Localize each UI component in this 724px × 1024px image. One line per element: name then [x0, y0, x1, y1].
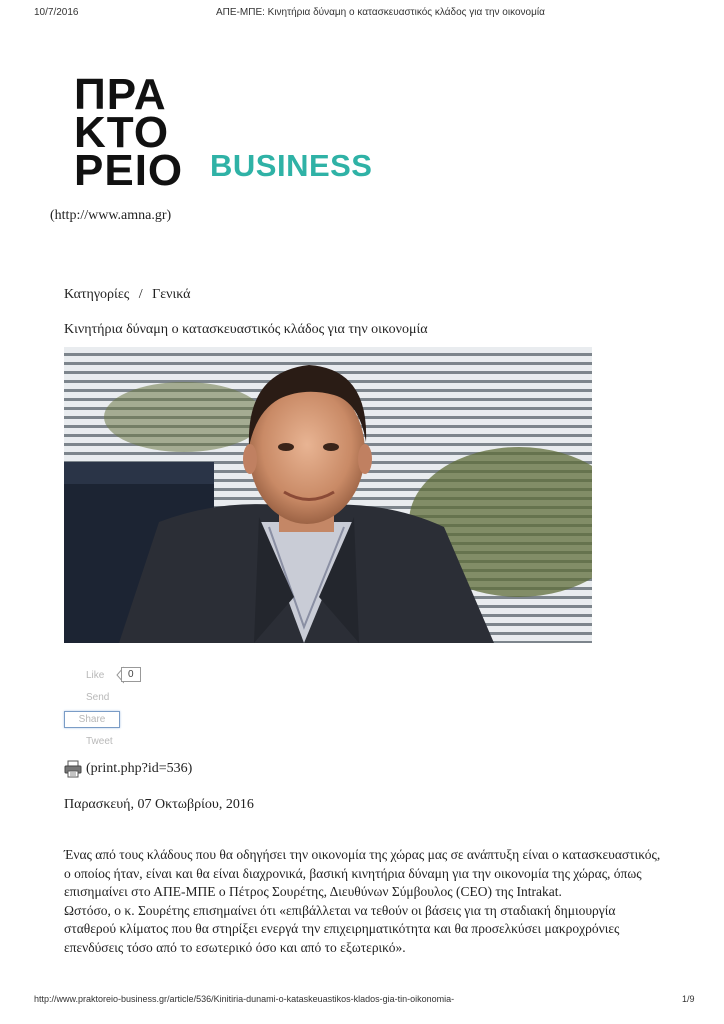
breadcrumb-separator: / [138, 287, 143, 302]
like-count-badge: 0 [121, 667, 141, 682]
print-header-title: ΑΠΕ-ΜΠΕ: Κινητήρια δύναμη ο κατασκευαστικός κλάδος για την οικονομία [216, 7, 545, 18]
send-button[interactable]: Send [86, 692, 110, 703]
print-footer-page: 1/9 [682, 994, 695, 1004]
logo-line-1: ΠΡΑ [74, 70, 167, 119]
site-logo[interactable] [74, 70, 184, 195]
logo-line-2: ΚΤΟ [74, 108, 170, 157]
logo-business-text: BUSINESS [210, 148, 373, 183]
print-header-date: 10/7/2016 [34, 7, 79, 18]
share-button[interactable] [64, 711, 120, 728]
breadcrumb-category[interactable]: Κατηγορίες [64, 287, 130, 302]
article-body [64, 846, 664, 957]
logo-line-3: ΡΕΙΟ [74, 146, 184, 195]
article-paragraph: Ωστόσο, ο κ. Σουρέτης επισημαίνει ότι «επιβάλλεται να τεθούν οι βάσεις για τη σταδιακή δημιουργία σταθερού κλίματος που θα στηρίξει ενεργά την επιχειρηματικότητα και θα προσελκύσει μακροχρόνιες επενδύσεις τόσο από το εσωτερικό όσο και από το εξωτερικό». [64, 902, 620, 955]
article-title: Κινητήρια δύναμη ο κατασκευαστικός κλάδος για την οικονομία [64, 322, 428, 337]
source-link[interactable]: (http://www.amna.gr) [50, 208, 172, 223]
breadcrumb [64, 287, 190, 303]
breadcrumb-current[interactable]: Γενικά [152, 287, 191, 302]
share-button-label: Share [78, 714, 106, 725]
article-date: Παρασκευή, 07 Οκτωβρίου, 2016 [64, 797, 254, 812]
print-footer-url: http://www.praktoreio-business.gr/article/536/Kinitiria-dunami-o-kataskeuastikos-klados-gia-tin-oikonomia- [34, 994, 455, 1004]
print-link[interactable]: (print.php?id=536) [86, 761, 193, 776]
printer-icon[interactable] [64, 760, 82, 778]
article-paragraph: Ένας από τους κλάδους που θα οδηγήσει την οικονομία της χώρας μας σε ανάπτυξη είναι ο κατασκευαστικός, ο οποίος ήταν, είναι και θα είναι διαχρονικά, βασική κινητήρια δύναμη για την οικονομία της χώρας, όπως επισημαίνει στο ΑΠΕ-ΜΠΕ ο Πέτρος Σουρέτης, Διευθύνων Σύμβουλος (CEO) της Intrakat. [64, 847, 661, 899]
article-photo [64, 347, 592, 643]
tweet-button[interactable]: Tweet [86, 736, 113, 747]
like-button[interactable]: Like [86, 670, 105, 681]
